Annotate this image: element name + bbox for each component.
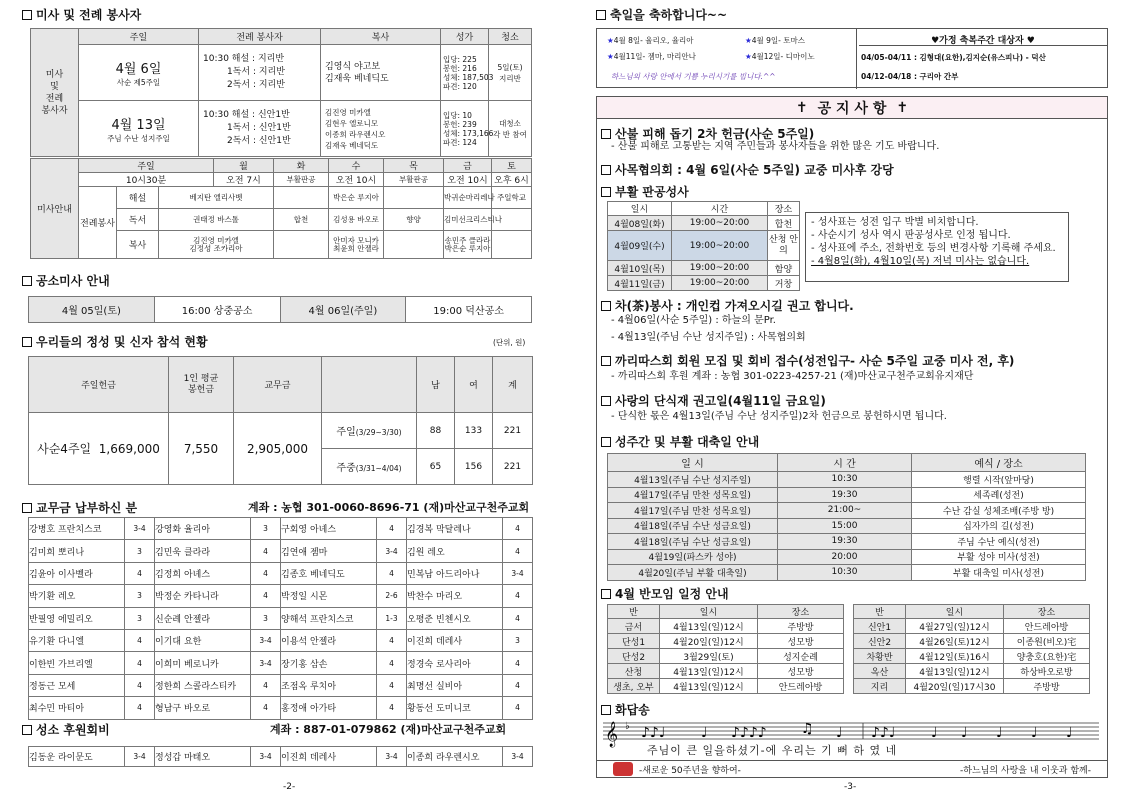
donor-row: 김미희 뽀리나 3 김민욱 클라라 4 김연애 젬마 3-4 김원 레오 4 [29,540,533,562]
checkbox-icon [22,337,32,347]
notice-item-title: 사랑의 단식재 권고일(4월11일 금요일) [601,392,826,409]
star-icon: ★ [607,52,614,61]
section-gongso: 공소미사 안내 [22,272,110,289]
page-number: -2- [283,782,296,792]
offering-row: 주중(3/31~4/04) 65 156 221 [29,449,533,485]
ban-row: 신안1 4월27일(일)12시 안드레아방 [854,619,1090,634]
notice-item-title: 4월 반모임 일정 안내 [601,585,729,602]
holy-week-row: 4월17일(주님 만찬 성목요일) 21:00~ 수난 감실 성체조배(주방 방) [608,503,1086,519]
mass-volunteer-table [30,28,532,157]
confession-notes: - 성사표는 성전 입구 박별 비치합니다. - 사순시기 성사 역시 판공성사로 인정 됩니다. - 성사표에 주소, 전화번호 등의 변경사항 기록해 주세요. - 4월8일(화), 4월10일(목) 저녁 미사는 없습니다. [805,212,1069,282]
church-logo-icon [613,762,633,776]
family-item: 04/12-04/18 : 구리아 간부 [861,72,959,81]
ban-row: 산청 4월13일(일)12시 성모방 [608,664,844,679]
footer-bar [597,760,1107,777]
col-header: 복사 [321,29,441,45]
ban-meeting-table-left: 반 일시 장소 금서 4월13일(일)12시 주방방 단성1 4월20일(일)12시 성모방 단성2 3월29일(토) 성지순례 산청 4월13일(일)12시 성모방 생초, 오부 4월13일(일)12시 안드레아방 [607,604,844,694]
mass-row: 4월 6일 사순 제5주일 10:30 해설 : 지리반 1독서 : 지리반 2독서 : 지리반 김영식 야고보 김재욱 베네딕도 입당: 225 봉헌: 216 성체: 187,503 파견: 120 5일(토) 지리반 [31,45,532,101]
ban-row: 금서 4월13일(일)12시 주방방 [608,619,844,634]
svg-text:♩: ♩ [931,725,938,741]
notice-item-title: 성주간 및 부활 대축일 안내 [601,433,759,450]
notice-header: ✝ 공 지 사 항 ✝ [597,97,1107,119]
svg-text:♩: ♩ [961,725,968,741]
svg-text:♪♪♪♪: ♪♪♪♪ [731,725,767,741]
holy-week-row: 4월13일(주님 수난 성지주일) 10:30 행렬 시작(앞마당) [608,472,1086,488]
donor-row: 반필영 에밀리오 3 신순례 안젤라 3 양해석 프란치스코 1-3 오평준 빈첸시오 4 [29,607,533,629]
holy-week-row: 4월19일(파스카 성야) 20:00 부활 성야 미사(성전) [608,549,1086,565]
cross-icon: ✝ [795,99,808,116]
ban-row: 생초, 오부 4월13일(일)12시 안드레아방 [608,679,844,694]
notice-item-title: 부활 판공성사 [601,183,689,200]
donor-row: 최수민 마티아 4 형남구 바오로 4 홍정애 아가타 4 황동선 도미니코 4 [29,697,533,719]
cross-icon: ✝ [896,99,909,116]
svg-text:♩: ♩ [701,725,708,741]
holy-week-row: 4월18일(주님 수난 성금요일) 15:00 십자가의 길(성전) [608,518,1086,534]
svg-text:♩: ♩ [1066,725,1073,741]
col-header: 성가 [441,29,489,45]
feast-item: ★4월12일- 디마이노 [745,52,815,61]
feast-blessing: 하느님의 사랑 안에서 기쁨 누리시기를 빕니다.^^ [611,72,776,81]
unit-label: (단위, 원) [493,338,526,347]
ban-row: 단성2 3월29일(토) 성지순례 [608,649,844,664]
svg-text:♩: ♩ [996,725,1003,741]
donor-row: 박기환 레오 3 박정순 카타니라 4 박정일 시몬 2-6 박찬수 마리오 4 [29,585,533,607]
family-title: ♥가정 축복주간 대상자 ♥ [931,36,1035,46]
donor-table [28,517,533,720]
col-header: 주일 [79,29,199,45]
vocation-account: 계좌 : 887-01-079862 (재)마산교구천주교회 [270,723,507,736]
col-header: 전례 봉사자 [199,29,321,45]
notice-item-title: 화답송 [601,701,650,718]
gongso-table: 4월 05일(토) 16:00 상중공소 4월 06일(주일) 19:00 덕산공소 [28,296,532,323]
star-icon: ★ [607,36,614,45]
checkbox-icon [22,725,32,735]
gyomu-account: 계좌 : 농협 301-0060-8696-71 (재)마산교구천주교회 [248,501,530,514]
checkbox-icon [22,503,32,513]
right-page [574,0,1134,798]
donor-row: 이한빈 가브리엘 4 이희미 베로니카 3-4 장기홍 삼손 4 정경숙 로사리아 4 [29,652,533,674]
holy-week-row: 4월17일(주님 만찬 성목요일) 19:30 세족례(성전) [608,487,1086,503]
left-page [0,0,562,798]
offering-table: 주일헌금 1인 평균 봉헌금 교무금 남 여 계 사순4주일 1,669,000 7,550 2,905,000 주일(3/29~3/30) 88 133 221 주중(3/31~4/04) 65 156 221 [28,356,533,485]
family-item: 04/05-04/11 : 김형대(요한),김지순(유스피나) - 덕산 [861,53,1046,62]
feast-item: ★4월 8일- 율리오, 율리아 [607,36,694,45]
holy-week-table: 일 시 시 간 예식 / 장소 4월13일(주님 수난 성지주일) 10:30 행렬 시작(앞마당) 4월17일(주님 만찬 성목요일) 19:30 세족례(성전) 4월17일(주님 만찬 성목요일) 21:00~ 수난 감실 성체조배(주방 방) 4월18일(주님 수난 성금요일) 15:00 십자가의 길(성전) 4월18일(주님 수난 성금요일) 19:30 주님 수난 예식(성전) 4월19일(파스카 성야) 20:00 부활 성야 미사(성전) 4월20일(주님 부활 대축일) 10:30 부활 대축일 미사(성전) [607,453,1086,581]
footer-left: -새로운 50주년을 향하여- [639,765,741,776]
section-offering: 우리들의 정성 및 신자 참석 현황 [22,333,208,350]
donor-row: 강병호 프란치스코 3-4 강영화 율리아 3 구회영 아녜스 4 김경복 막달레나 4 [29,518,533,540]
svg-text:♪♪♩: ♪♪♩ [871,725,896,741]
holy-week-row: 4월18일(주님 수난 성금요일) 19:30 주님 수난 예식(성전) [608,534,1086,550]
notice-item-title: 까리따스회 회원 모집 및 회비 접수(성전입구- 사순 5주일 교중 미사 전, 후) [601,352,1014,369]
weekday-side-label: 미사안내 [31,159,79,259]
section-gyomu-donors: 교무금 납부하신 분 [22,499,137,516]
ban-row: 단성1 4월20일(일)12시 성모방 [608,634,844,649]
ban-row: 신안2 4월26일(토)12시 이종원(비오)宅 [854,634,1090,649]
svg-text:♩: ♩ [1031,725,1038,741]
ban-meeting-table-right: 반 일시 장소 신안1 4월27일(일)12시 안드레아방 신안2 4월26일(토)12시 이종원(비오)宅 차황반 4월12일(토)16시 양충호(요한)宅 옥산 4월13일(일)12시 하상바오로방 지리 4월20일(일)17시30 주방방 [853,604,1090,694]
page-number: -3- [844,782,857,792]
treble-clef-icon: 𝄞 [605,722,619,747]
footer-right: -하느님의 사랑을 내 이웃과 함께- [960,765,1091,776]
section-vocation: 성소 후원회비 [22,721,110,738]
section-mass-volunteers [22,6,141,23]
svg-text:♪♪♩: ♪♪♩ [641,725,666,741]
svg-text:♫: ♫ [801,721,814,737]
svg-text:♩: ♩ [836,725,843,741]
checkbox-icon [596,10,606,20]
donor-row: 김윤아 이사벨라 4 김정희 아녜스 4 김종호 베네딕도 4 민복남 아드리아나 3-4 [29,562,533,584]
feast-item: ★4월 9일- 토마스 [745,36,805,45]
donor-row: 유기환 다니엘 4 이기대 요한 3-4 이용석 안젤라 4 이진희 데레사 3 [29,629,533,651]
notice-item-title: 사목협의회 : 4월 6일(사순 5주일) 교중 미사후 강당 [601,161,894,178]
psalm-lyrics: 주님이 큰 일을하셨기-에 우리는 기 뻐 하 였 네 [647,744,898,757]
offering-row: 사순4주일 1,669,000 7,550 2,905,000 주일(3/29~3/30) 88 133 221 [29,413,533,449]
notice-box: ✝ 공 지 사 항 ✝ 산불 피해 돕기 2차 헌금(사순 5주일) - 산불 피해로 고통받는 지역 주민들과 봉사자들을 위한 많은 기도 바랍니다. 사목협의회 : 4월 6일(사순 5주일) 교중 미사후 강당 부활 판공성사 일시 시간 장소 4월08일(화) 19:00~20:00 합천 4월09일(수) 19:00~20:00 산청 안의 4월10일(목) 19:00~20:00 함양 4월11일(금) 19:00~20:00 거창 - 성사표는 성전 입구 박별 비치합니다. - 사순시기 성사 역시 판공성사로 인정 됩니다. - 성사표에 주소, 전화번호 등의 변경사항 기록해 주세요. - 4월8일(화), 4월10일(목) 저녁 미사는 없습니다. 차(茶)봉사 : 개인컵 가져오시길 권고 합니다. - 4월06일(사순 5주일) : 하늘의 문Pr. - 4월13일(주님 수난 성지주일) : 사목협의회 까리따스회 회원 모집 및 회비 접수(성전입구- 사순 5주일 교중 미사 전, 후) - 까리따스회 후원 계좌 : 농협 301-0223-4257-21 (재)마산교구천주교회유지재단 사랑의 단식재 권고일(4월11일 금요일) - 단식한 몫은 4월13일(주님 수난 성지주일)2차 헌금으로 봉헌하시면 됩니다. 성주간 및 부활 대축일 안내 일 시 시 간 예식 / 장소 4월13일(주님 수난 성지주일) 10:30 행렬 시작(앞마당) 4월17일(주님 만찬 성목요일) 19:30 세족례(성전) 4월17일(주님 만찬 성목요일) 21:00~ 수난 감실 성체조배(주방 방) 4월18일(주님 수난 성금요일) 15:00 십자가의 길(성전) 4월18일(주님 수난 성금요일) 19:30 주님 수난 예식(성전) 4월19일(파스카 성야) 20:00 부활 성야 미사(성전) 4월20일(주님 부활 대축일) 10:30 부활 대축일 미사(성전) 4월 반모임 일정 안내 반 일시 장소 금서 4월13일(일)12시 주방방 단성1 4월20일(일)12시 성모방 단성2 3월29일(토) 성지순례 산청 4월13일(일)12시 성모방 생초, 오부 4월13일(일)12시 안드레아방 반 일시 장소 신안1 4월27일(일)12시 안드레아방 신안2 4월26일(토)12시 이종원(비오)宅 차황반 4월12일(토)16시 양충호(요한)宅 옥산 4월13일(일)12시 하상바오로방 지리 4월20일(일)17시30 주방방 화답송 𝄞 ♭ ♪♪♩ ♩ ♪♪♪♪ ♫ ♩ ♪♪♩ ♩ ♩ ♩ ♩ ♩ 주님이 큰 일을하셨기-에 우리는 기 뻐 하 였 네 -새로운 50주년을 향하여- -하느님의 사랑을 내 이웃과 함께- [596,96,1108,778]
feast-item: ★4월11일- 젬마, 마리안나 [607,52,696,61]
vocation-table: 김동운 라이문도 3-4 정성갑 마태오 3-4 이진희 데레사 3-4 이종희 라우렌시오 3-4 [28,746,533,767]
mass-row: 4월 13일 주님 수난 성지주일 10:30 해설 : 신안1반 1독서 : 신안1반 2독서 : 신안1반 김진영 미카엘 김현우 엘로니모 이종희 라우렌시오 김재욱 베네딕도 입당: 10 봉헌: 239 성체: 173,166 파견: 124 대청소 각 반 참여 [31,101,532,157]
mass-side-label: 미사 및 전례 봉사자 [31,29,79,157]
section-feasts: 축일을 축하합니다~~ [596,6,727,23]
ban-row: 지리 4월20일(일)17시30 주방방 [854,679,1090,694]
notice-item-title: 산불 피해 돕기 2차 헌금(사순 5주일) [601,125,814,142]
holy-week-row: 4월20일(주님 부활 대축일) 10:30 부활 대축일 미사(성전) [608,565,1086,581]
feast-box [596,28,1108,88]
ban-row: 차황반 4월12일(토)16시 양충호(요한)宅 [854,649,1090,664]
weekday-schedule-table: 미사안내 주일 월 화 수 목 금 토 10시30분 오전 7시 부활판공 오전 10시 부활판공 오전 10시 오후 6시 전례봉사 해설 베지탄 엘리사벳 박은순 루지아 박귀순마리레나 주일학교 독서 권태정 바스톨 합천 김성용 바오로 향양 김미선크리스티나 복사 김진영 미카엘 김정성 조카리아 안미자 모니카 최윤희 안젤라 송민주 클라라 박은순 루지아 [30,158,532,259]
psalm-score [601,717,1101,757]
star-icon: ★ [745,36,752,45]
section-title: 미사 및 전례 봉사자 [36,8,142,22]
checkbox-icon [22,10,32,20]
flat-icon: ♭ [625,721,630,732]
donor-row: 정동근 모세 4 정한희 스콜라스티카 4 조점옥 루치아 4 최명선 실비아 4 [29,674,533,696]
confession-table: 일시 시간 장소 4월08일(화) 19:00~20:00 합천 4월09일(수) 19:00~20:00 산청 안의 4월10일(목) 19:00~20:00 함양 4월11일(금) 19:00~20:00 거창 [607,201,800,291]
checkbox-icon [22,276,32,286]
star-icon: ★ [745,52,752,61]
ban-row: 옥산 4월13일(일)12시 하상바오로방 [854,664,1090,679]
notice-item-title: 차(茶)봉사 : 개인컵 가져오시길 권고 합니다. [601,297,854,314]
col-header: 청소 [489,29,532,45]
